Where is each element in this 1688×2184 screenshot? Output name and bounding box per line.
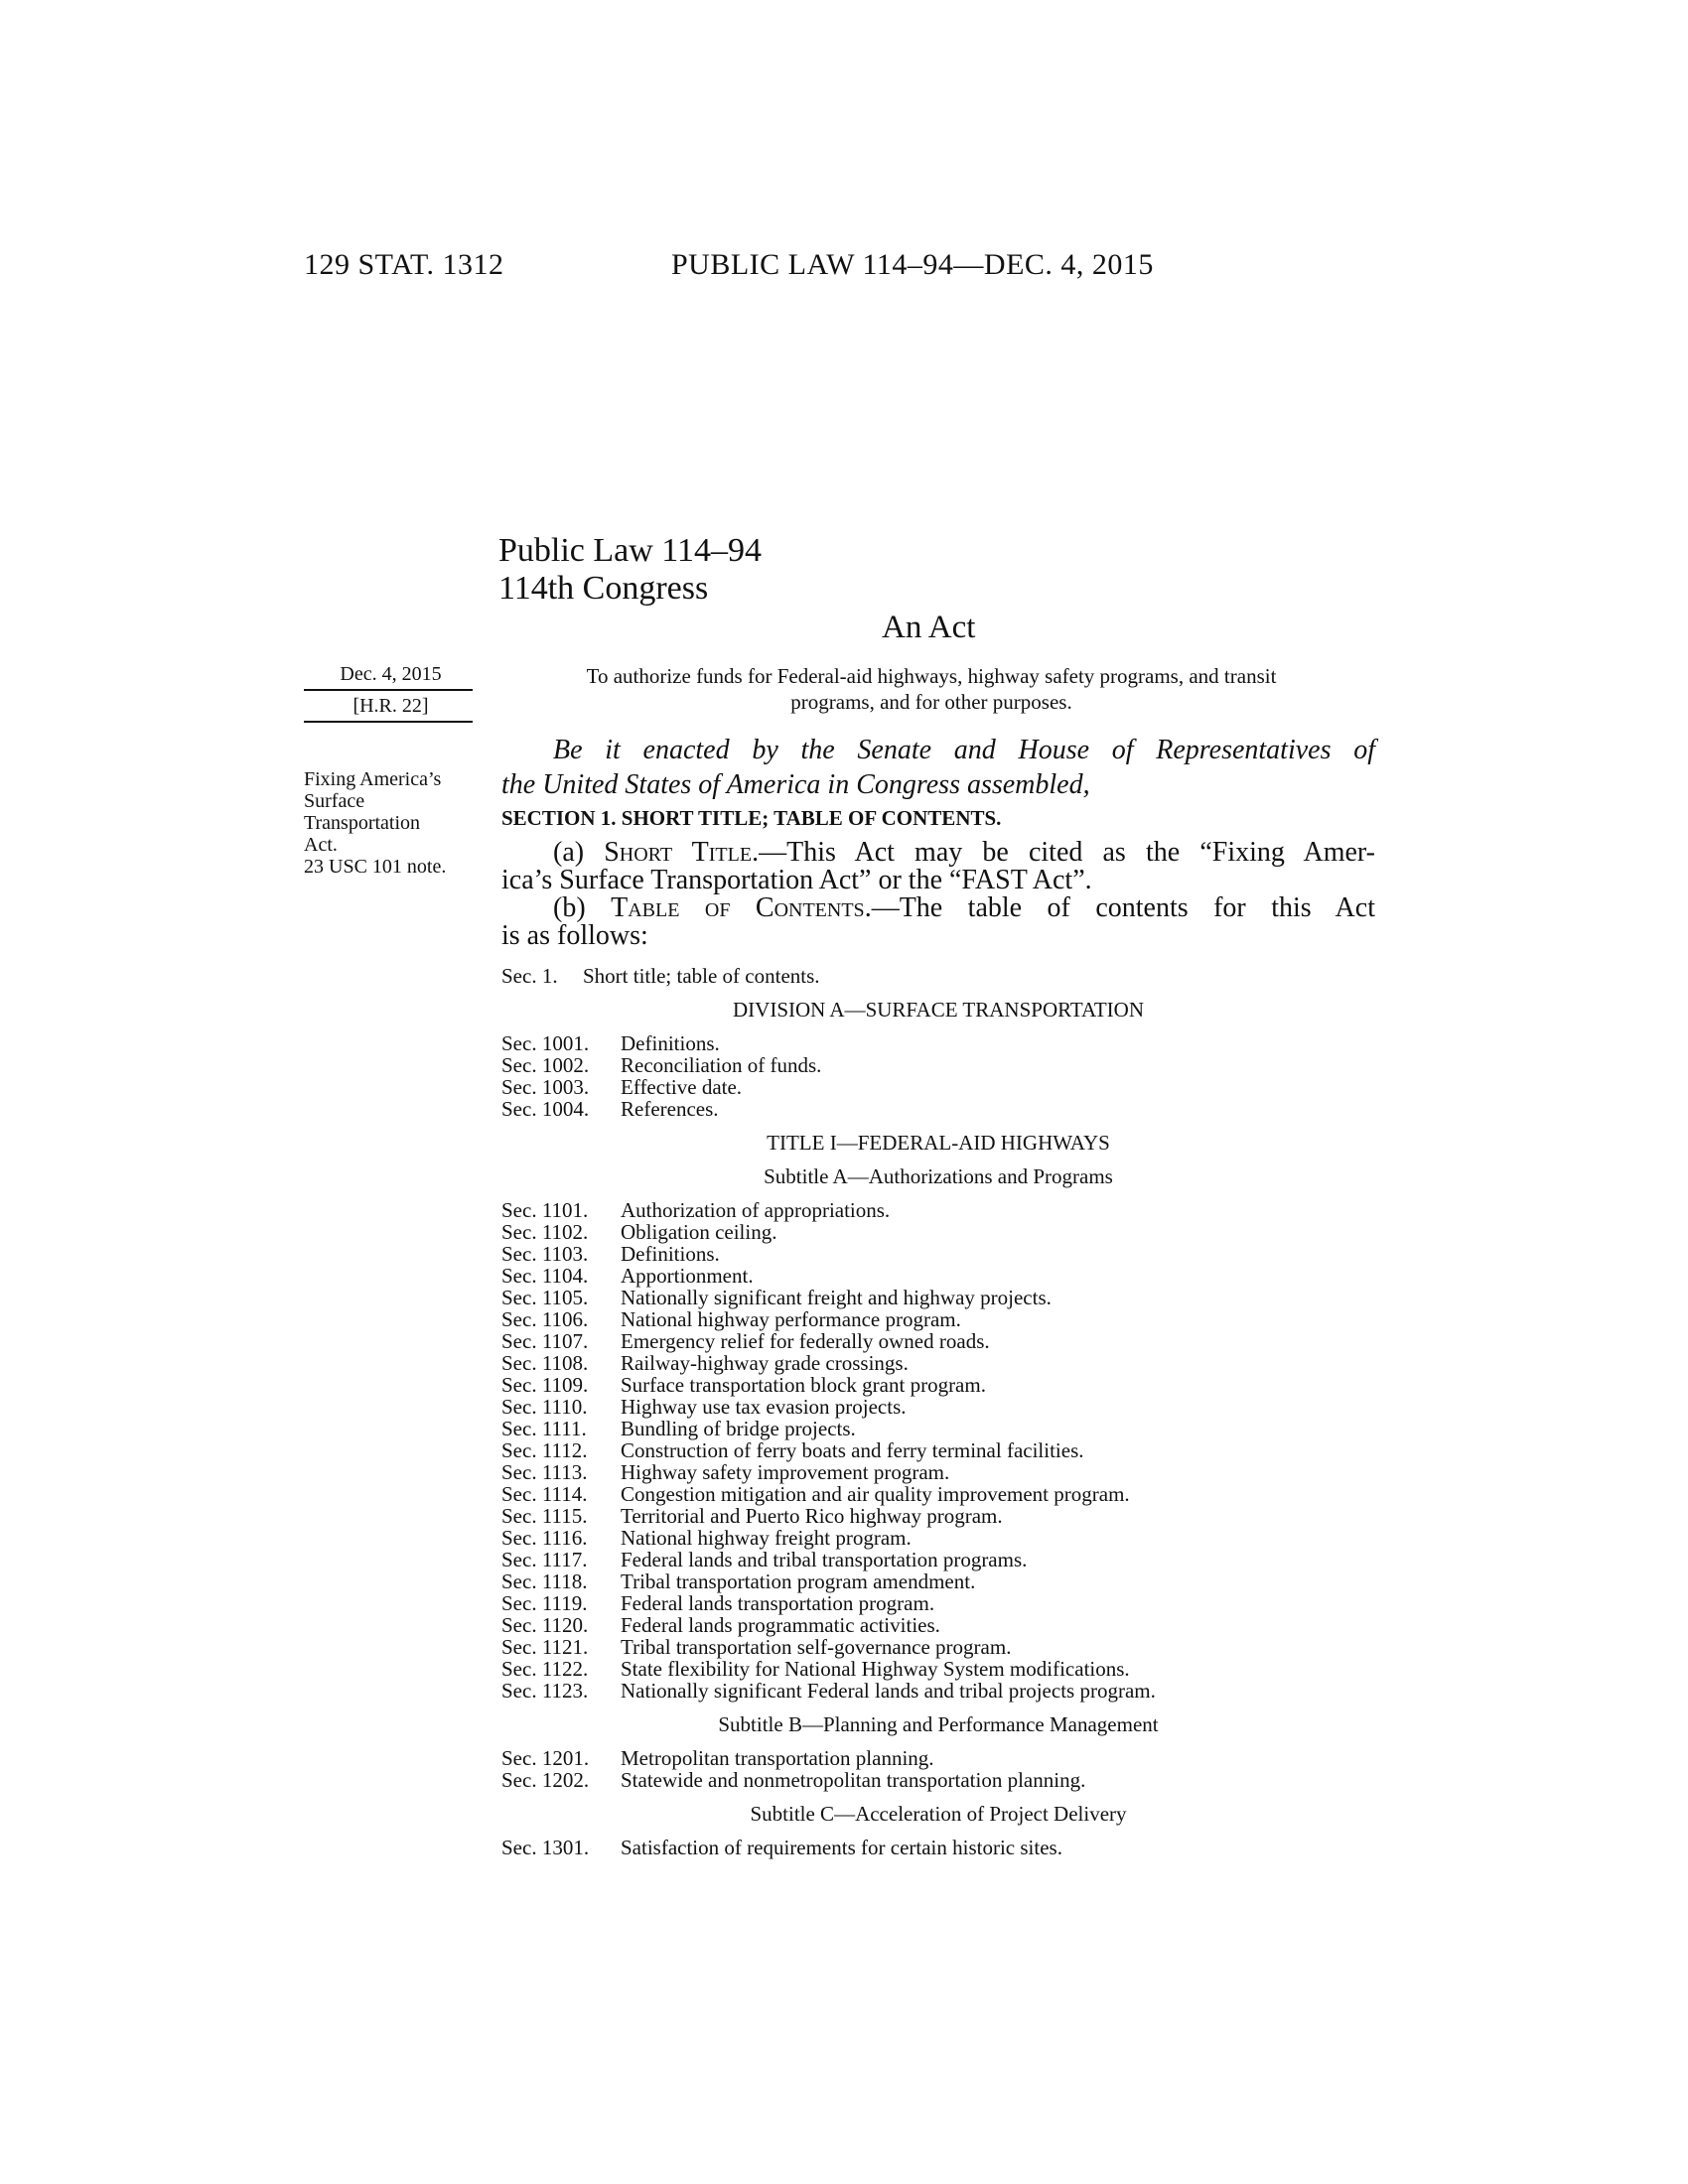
toc-sec-number: Sec. 1107. xyxy=(501,1329,589,1353)
toc-row xyxy=(501,1837,1375,1858)
toc-row xyxy=(501,1549,1375,1570)
purpose-line: programs, and for other purposes. xyxy=(790,690,1072,714)
toc-division-items xyxy=(501,1032,1375,1120)
toc-sec-title: References. xyxy=(621,1097,719,1121)
margin-bill-number: [H.R. 22] xyxy=(352,695,429,717)
toc-subtitle-heading: Subtitle C—Acceleration of Project Delivery xyxy=(750,1802,1127,1826)
toc-sec-number: Sec. 1001. xyxy=(501,1031,590,1055)
para-text: is as follows: xyxy=(501,920,648,951)
toc-sec-number: Sec. 1106. xyxy=(501,1307,589,1331)
para-text: .—This Act may be cited as the “Fixing Amer- xyxy=(752,837,1375,868)
toc-subtitle-b-items xyxy=(501,1747,1375,1791)
toc-sec-title: Apportionment. xyxy=(621,1264,754,1288)
an-act-heading: An Act xyxy=(882,610,976,645)
toc-sec-title: Reconciliation of funds. xyxy=(621,1053,822,1077)
toc-sec-number: Sec. 1112. xyxy=(501,1438,588,1462)
toc-row xyxy=(501,1287,1375,1308)
toc-sec-title: Territorial and Puerto Rico highway program. xyxy=(621,1504,1003,1528)
toc-row xyxy=(501,1352,1375,1374)
toc-sec-number: Sec. 1201. xyxy=(501,1746,590,1770)
toc-sec-title: Nationally significant Federal lands and tribal projects program. xyxy=(621,1679,1156,1703)
toc-sec-number: Sec. 1122. xyxy=(501,1657,589,1681)
toc-sec-number: Sec. 1103. xyxy=(501,1242,589,1266)
toc-sec-title: Obligation ceiling. xyxy=(621,1220,777,1244)
purpose-clause xyxy=(501,663,1361,715)
toc-row xyxy=(501,1439,1375,1461)
paragraph-table-of-contents xyxy=(501,894,1375,950)
paragraph-short-title xyxy=(501,839,1375,894)
toc-sec-number: Sec. 1111. xyxy=(501,1417,587,1440)
congress-number: 114th Congress xyxy=(498,570,709,607)
margin-rule-bottom xyxy=(304,721,473,723)
toc-sec-title: Construction of ferry boats and ferry terminal facilities. xyxy=(621,1438,1084,1462)
toc-sec-number: Sec. 1114. xyxy=(501,1482,588,1506)
toc-sec-title: Definitions. xyxy=(621,1242,720,1266)
section-heading: SECTION 1. SHORT TITLE; TABLE OF CONTENTS. xyxy=(501,806,1002,830)
toc-sec-number: Sec. 1202. xyxy=(501,1768,590,1792)
toc-sec-number: Sec. 1117. xyxy=(501,1548,588,1571)
toc-title-heading: TITLE I—FEDERAL-AID HIGHWAYS xyxy=(767,1131,1110,1155)
toc-row xyxy=(501,1636,1375,1658)
toc-sec-title: Highway safety improvement program. xyxy=(621,1460,950,1484)
toc-sec-title: State flexibility for National Highway System modifications. xyxy=(621,1657,1130,1681)
toc-row xyxy=(501,1483,1375,1505)
toc-sec-number: Sec. 1110. xyxy=(501,1395,588,1419)
para-label: (a) xyxy=(553,837,605,868)
toc-subtitle-c-items xyxy=(501,1837,1375,1858)
toc-row xyxy=(501,1054,1375,1076)
toc-row xyxy=(501,1418,1375,1439)
toc-row xyxy=(501,1769,1375,1791)
toc-sec-title: Tribal transportation program amendment. xyxy=(621,1570,976,1593)
enacting-line: Be it enacted by the Senate and House of Representatives of xyxy=(553,735,1375,765)
toc-row xyxy=(501,1505,1375,1527)
para-caption: Short Title xyxy=(604,837,753,868)
toc-row xyxy=(501,1527,1375,1549)
margin-act-line: Act. xyxy=(304,834,338,856)
toc-sec-title: Tribal transportation self-governance program. xyxy=(621,1635,1012,1659)
toc-sec-title: Highway use tax evasion projects. xyxy=(621,1395,907,1419)
toc-sec-title: Surface transportation block grant program. xyxy=(621,1373,986,1397)
enacting-line: the United States of America in Congress assembled, xyxy=(501,769,1090,800)
toc-sec-title: Nationally significant freight and highway projects. xyxy=(621,1286,1052,1309)
toc-sec-number: Sec. 1104. xyxy=(501,1264,589,1288)
toc-row xyxy=(501,1614,1375,1636)
para-text: .—The table of contents for this Act xyxy=(864,892,1375,923)
toc-sec-title: Satisfaction of requirements for certain historic sites. xyxy=(621,1836,1062,1859)
public-law-number: Public Law 114–94 xyxy=(498,532,763,569)
toc-sec-title: Federal lands programmatic activities. xyxy=(621,1613,940,1637)
para-label: (b) xyxy=(553,892,612,923)
toc-row xyxy=(501,1374,1375,1396)
toc-division-heading: DIVISION A—SURFACE TRANSPORTATION xyxy=(733,998,1144,1022)
toc-sec-title: Short title; table of contents. xyxy=(583,964,820,988)
margin-rule-top xyxy=(304,689,473,691)
para-caption: Table of Contents xyxy=(611,892,865,923)
toc-subtitle-heading: Subtitle B—Planning and Performance Management xyxy=(718,1712,1159,1736)
toc-sec-number: Sec. 1102. xyxy=(501,1220,589,1244)
toc-sec-number: Sec. 1108. xyxy=(501,1351,589,1375)
toc-sec-number: Sec. 1. xyxy=(501,964,558,988)
toc-sec-title: Metropolitan transportation planning. xyxy=(621,1746,934,1770)
toc-row xyxy=(501,1032,1375,1054)
toc-sec-title: Authorization of appropriations. xyxy=(621,1198,891,1222)
toc-sec-title: Federal lands and tribal transportation programs. xyxy=(621,1548,1028,1571)
toc-sec-title: Congestion mitigation and air quality improvement program. xyxy=(621,1482,1130,1506)
toc-sec-number: Sec. 1301. xyxy=(501,1836,590,1859)
toc-row xyxy=(501,1243,1375,1265)
toc-sec-title: National highway freight program. xyxy=(621,1526,912,1550)
toc-row xyxy=(501,1570,1375,1592)
toc-sec-title: Statewide and nonmetropolitan transportation planning. xyxy=(621,1768,1086,1792)
toc-sec-title: National highway performance program. xyxy=(621,1307,961,1331)
toc-sec-number: Sec. 1115. xyxy=(501,1504,588,1528)
toc-row xyxy=(501,1265,1375,1287)
toc-sec-number: Sec. 1003. xyxy=(501,1075,590,1099)
running-head: PUBLIC LAW 114–94—DEC. 4, 2015 xyxy=(671,248,1154,281)
margin-act-line: Surface xyxy=(304,790,365,812)
enacting-clause xyxy=(501,733,1375,802)
table-of-contents xyxy=(501,965,1375,1858)
toc-sec-title: Effective date. xyxy=(621,1075,743,1099)
toc-sec-number: Sec. 1120. xyxy=(501,1613,589,1637)
toc-row xyxy=(501,1461,1375,1483)
toc-row xyxy=(501,1076,1375,1098)
toc-sec-title: Definitions. xyxy=(621,1031,720,1055)
toc-row xyxy=(501,1747,1375,1769)
toc-sec-number: Sec. 1004. xyxy=(501,1097,590,1121)
toc-sec-title: Emergency relief for federally owned roads. xyxy=(621,1329,990,1353)
toc-sec-title: Bundling of bridge projects. xyxy=(621,1417,856,1440)
toc-subtitle-a-items xyxy=(501,1199,1375,1702)
margin-act-line: Fixing America’s xyxy=(304,768,442,790)
toc-sec-title: Federal lands transportation program. xyxy=(621,1591,935,1615)
toc-sec-number: Sec. 1105. xyxy=(501,1286,589,1309)
toc-row xyxy=(501,965,1375,987)
toc-row xyxy=(501,1098,1375,1120)
toc-sec-number: Sec. 1118. xyxy=(501,1570,588,1593)
margin-date: Dec. 4, 2015 xyxy=(340,663,442,685)
toc-sec-title: Railway-highway grade crossings. xyxy=(621,1351,909,1375)
margin-act-note xyxy=(304,768,478,878)
toc-sec-number: Sec. 1002. xyxy=(501,1053,590,1077)
para-text: ica’s Surface Transportation Act” or the “FAST Act”. xyxy=(501,865,1092,895)
toc-row xyxy=(501,1680,1375,1702)
toc-sec-number: Sec. 1121. xyxy=(501,1635,589,1659)
purpose-line: To authorize funds for Federal-aid highways, highway safety programs, and transit xyxy=(586,664,1277,688)
margin-usc-note: 23 USC 101 note. xyxy=(304,856,447,878)
toc-row xyxy=(501,1396,1375,1418)
margin-act-line: Transportation xyxy=(304,812,421,834)
toc-sec-number: Sec. 1113. xyxy=(501,1460,588,1484)
toc-sec-number: Sec. 1109. xyxy=(501,1373,589,1397)
toc-sec-number: Sec. 1119. xyxy=(501,1591,588,1615)
toc-sec-number: Sec. 1101. xyxy=(501,1198,589,1222)
toc-row xyxy=(501,1308,1375,1330)
toc-row xyxy=(501,1199,1375,1221)
toc-sec-number: Sec. 1116. xyxy=(501,1526,588,1550)
toc-row xyxy=(501,1592,1375,1614)
toc-sec-number: Sec. 1123. xyxy=(501,1679,589,1703)
toc-subtitle-heading: Subtitle A—Authorizations and Programs xyxy=(764,1164,1113,1188)
toc-row xyxy=(501,1330,1375,1352)
stat-page-number: 129 STAT. 1312 xyxy=(304,248,504,281)
toc-row xyxy=(501,1221,1375,1243)
toc-row xyxy=(501,1658,1375,1680)
